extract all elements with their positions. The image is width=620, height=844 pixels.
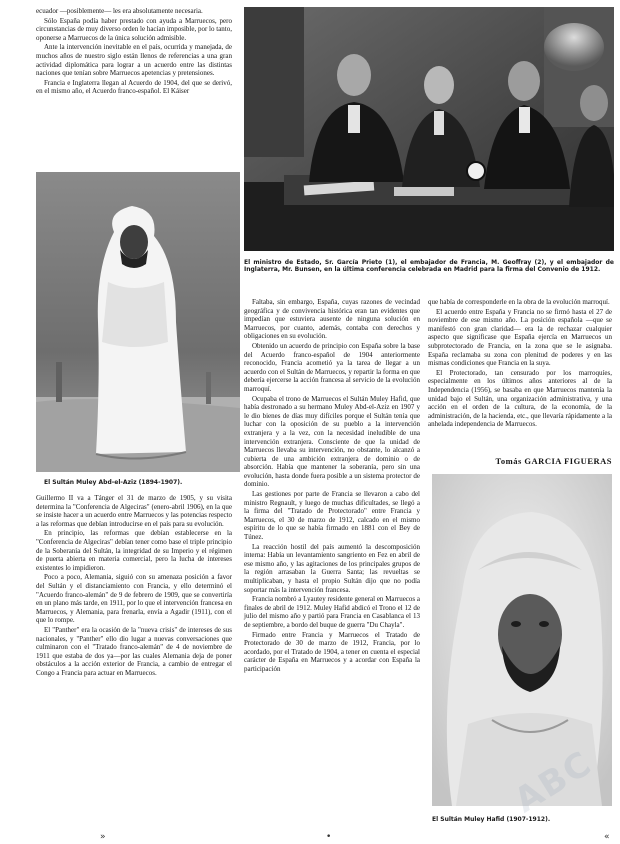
abc-watermark: ABC — [507, 742, 600, 822]
paragraph: que había de corresponderle en la obra de la evolución marroquí. — [428, 298, 610, 306]
conference-photo-caption: El ministro de Estado, Sr. García Prieto (1), el embajador de Francia, M. Geoffray (2), y el embajador de Inglaterra, Mr. Bunsen, en la última conferencia celebrada en Madrid para la firma del Convenio de 1912. — [244, 259, 614, 274]
paragraph: Faltaba, sin embargo, España, cuyas razones de vecindad geográfica y de convivencia histórica eran tan evidentes que impedían que estuviera ausente de ninguna solución en Marruecos, por cuanto, además, contaba con derechos y obligaciones en su evolución. — [244, 298, 420, 341]
paragraph: Francia nombró a Lyautey residente general en Marruecos a finales de abril de 1912. Muley Hafid abdicó el Trono el 12 de julio del mismo año y partió para Francia en Casablanca el 13 de septiembre, a bordo del buque de guerra "Du Chayla". — [244, 595, 420, 629]
sultan-aziz-photo — [36, 172, 240, 472]
column-a-bottom — [36, 494, 232, 678]
paragraph: En principio, las reformas que debían establecerse en la "Conferencia de Algeciras" debían tener como base el triple principio de la Soberanía del Sultán, la integridad de su Imperio y el régimen de puerta abierta en materia comercial, pero la lucha de intereses existentes lo impidieron. — [36, 529, 232, 572]
page-mark-center: • — [326, 832, 332, 842]
paragraph: Poco a poco, Alemania, siguió con su amenaza posición a favor del Sultán y el distanciamiento con Francia, y ello determinó el "Acuerdo franco-alemán" de 9 de febrero de 1909, que se convertiría en un plano más tarde, en 1911, por lo que el intervención francesa en Marruecos, y Alemania, para frenarla, envía a Agadir (1911), con el que lo rompe. — [36, 573, 232, 625]
column-b — [244, 298, 420, 675]
paragraph: Ante la intervención inevitable en el país, ocurrida y manejada, de muchos años de nuestro siglo están llenos de referencias a una gran actividad diplomática para lograr a un acuerdo entre las distintas naciones que tenían sobre Marruecos apetencias y pretensiones. — [36, 43, 232, 78]
paragraph: Firmado entre Francia y Marruecos el Tratado de Protectorado de 30 de marzo de 1912, Francia, por lo acordado, por el Tratado de 1904, a tener en cuenta el especial carácter de España en Marruecos y a acordar con España la participación — [244, 630, 420, 673]
column-c — [428, 298, 612, 430]
paragraph: ecuador —posiblemente— les era absolutamente necesaria. — [36, 7, 203, 15]
sultan-hafid-caption: El Sultán Muley Hafid (1907-1912). — [432, 816, 551, 823]
page-mark-left: » — [100, 832, 106, 842]
paragraph: El acuerdo entre España y Francia no se firmó hasta el 27 de noviembre de ese mismo año. La posición española —que se manifestó con gran claridad— era la de rechazar cualquier aspecto que significase que España ejercía en Marruecos un subprotectorado de Francia, en la zona que se le asignaba. España reclamaba su zona con plenitud de poderes y en las mismas condiciones que Francia en la suya. — [428, 307, 612, 368]
page-mark-right: « — [604, 832, 610, 842]
column-a-top — [36, 7, 232, 97]
author-signature: Tomás GARCIA FIGUERAS — [495, 456, 612, 466]
paragraph: Ocupaba el trono de Marruecos el Sultán Muley Hafid, que había destronado a su hermano Muley Abd-el-Aziz en 1907 y le dio bienes de días muy difíciles porque el Sultán tenía que luchar con la oposición de su pueblo a la intervención extranjera y a la vez, con la necesidad ineludible de una intervención extranjera. Consciente de que la unidad de Marruecos llevaba su intervención, no obstante, lo alcanzó a cubierta de una ambición extranjera de dominio o de absorción. Había que mantener la soberanía, pero sin una evolución, hasta donde fuera posible a un sistema protector de dominio. — [244, 394, 420, 489]
paragraph: Guillermo II va a Tánger el 31 de marzo de 1905, y su visita determina la "Conferencia de Algeciras" (enero-abril 1906), en la que se insiste hacer a un acuerdo entre Marruecos y las potencias respecto a las reformas que debían introducirse en el país para su evolución. — [36, 494, 232, 528]
conference-photo-image — [244, 7, 614, 251]
paragraph: La reacción hostil del país aumentó la descomposición interna: Había un levantamiento sangriento en Fez en abril de ese mismo año, y las agitaciones de los principales grupos de la región arrasaban la Guerra Santa; las revueltas se multiplicaban, y hasta el propio Sultán dijo que no podía soportar más la intervención francesa. — [244, 542, 420, 594]
paragraph: El Protectorado, tan censurado por los marroquíes, especialmente en los últimos años anteriores al de la Independencia (1956), se basaba en que Marruecos mantenía la unidad bajo el Sultán, una organización administrativa, y una acción en el orden de la cultura, de la economía, de la administración, de la hacienda, etc., que llevaría rápidamente a la anhelada independencia de Marruecos. — [428, 368, 612, 429]
conference-photo — [244, 7, 614, 251]
paragraph: Obtenido un acuerdo de principio con España sobre la base del Acuerdo franco-español de 1904 anteriormente reconocido, Francia acometió ya la tarea de llegar a un acuerdo con el Sultán de Marruecos, y repartir la forma en que debería ejercerse la acción francesa al servicio de la evolución marroquí. — [244, 341, 420, 393]
sultan-aziz-caption: El Sultán Muley Abd-el-Aziz (1894-1907). — [44, 479, 183, 486]
paragraph: Las gestiones por parte de Francia se llevaron a cabo del ministro Regnault, y luego de muchas dificultades, se llegó a la firma del "Tratado de Protectorado" entre Francia y Marruecos, el 30 de marzo de 1912, calcado en el mismo espíritu de lo que se había firmado en 1881 con el Bey de Túnez. — [244, 490, 420, 542]
paragraph: Francia e Inglaterra llegan al Acuerdo de 1904, del que se derivó, en el mismo año, el Acuerdo franco-español. El Káiser — [36, 78, 232, 96]
paragraph: Sólo España podía haber prestado con ayuda a Marruecos, pero circunstancias de muy diverso orden le hacían imposible, por lo tanto, oponerse a Marruecos de la única solución admisible. — [36, 16, 232, 42]
sultan-aziz-photo-image — [36, 172, 240, 472]
paragraph: El "Panther" era la ocasión de la "nueva crisis" de intereses de sus nacionales, y "Panther" ello dio lugar a nuevas conversaciones que culminaron con el "Tratado franco-alemán" de 4 de noviembre de 1911 que estaba de dos ya—por las cuales Alemania deja de poner obstáculos a la acción exterior de Francia, a cambio de entregar el Congo a Francia para actuar en Marruecos. — [36, 625, 232, 677]
